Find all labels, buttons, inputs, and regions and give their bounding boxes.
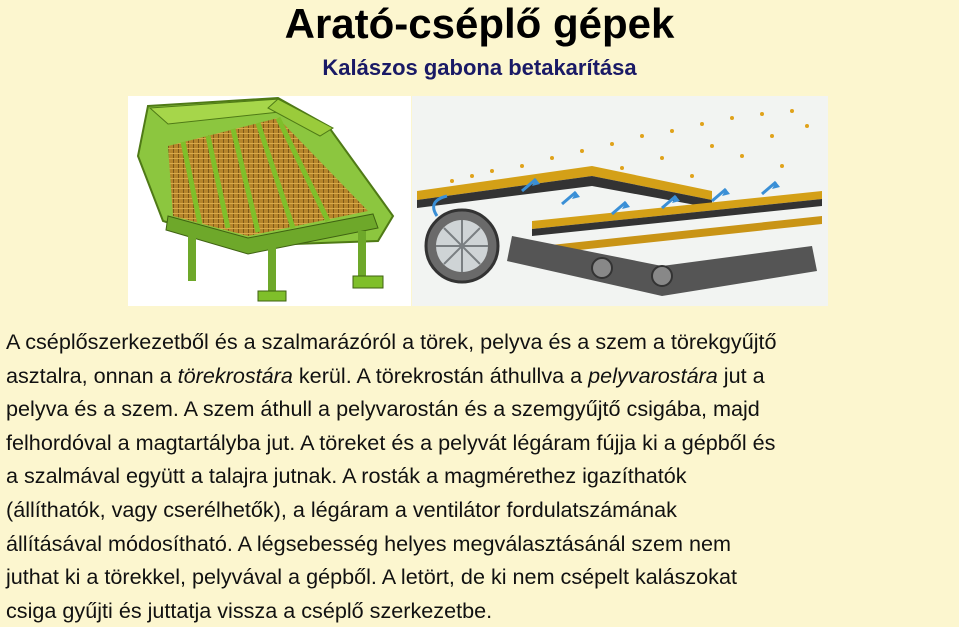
paragraph-line: pelyva és a szem. A szem áthull a pelyvarostán és a szemgyűjtő csigába, majd [6,396,760,422]
term-pelyvarosta: pelyvarostára [588,362,718,388]
text-run: jut a [717,362,765,388]
paragraph-line: felhordóval a magtartályba jut. A töreket és a pelyvát légáram fújja ki a gépből és [6,429,776,455]
paragraph-line: állításával módosítható. A légsebesség helyes megválasztásánál szem nem [6,530,731,556]
paragraph-line: (állíthatók, vagy cserélhetők), a légáram a ventilátor fordulatszámának [6,496,677,522]
text-run: asztalra, onnan a [6,362,178,388]
paragraph-line: A cséplőszerkezetből és a szalmarázóról a törek, pelyva és a szem a törekgyűjtő [6,329,777,354]
paragraph-line: csiga gyűjti és juttatja vissza a cséplő szerkezetbe. [6,597,493,623]
cleaning-system-diagram [412,96,828,306]
body-paragraph [6,325,956,627]
text-run: kerül. A törekrostán áthullva a [292,362,589,388]
page-subtitle: Kalászos gabona betakarítása [322,55,637,80]
sieve-assembly-image [128,96,411,306]
page-title: Arató-cséplő gépek [284,0,675,47]
paragraph-line [6,359,956,393]
paragraph-line: juthat ki a törekkel, pelyvával a gépből. A letört, de ki nem csépelt kalászokat [6,564,737,590]
paragraph-line: a szalmával együtt a talajra jutnak. A rosták a magmérethez igazíthatók [6,463,687,489]
term-torekrosta: törekrostára [177,362,293,388]
